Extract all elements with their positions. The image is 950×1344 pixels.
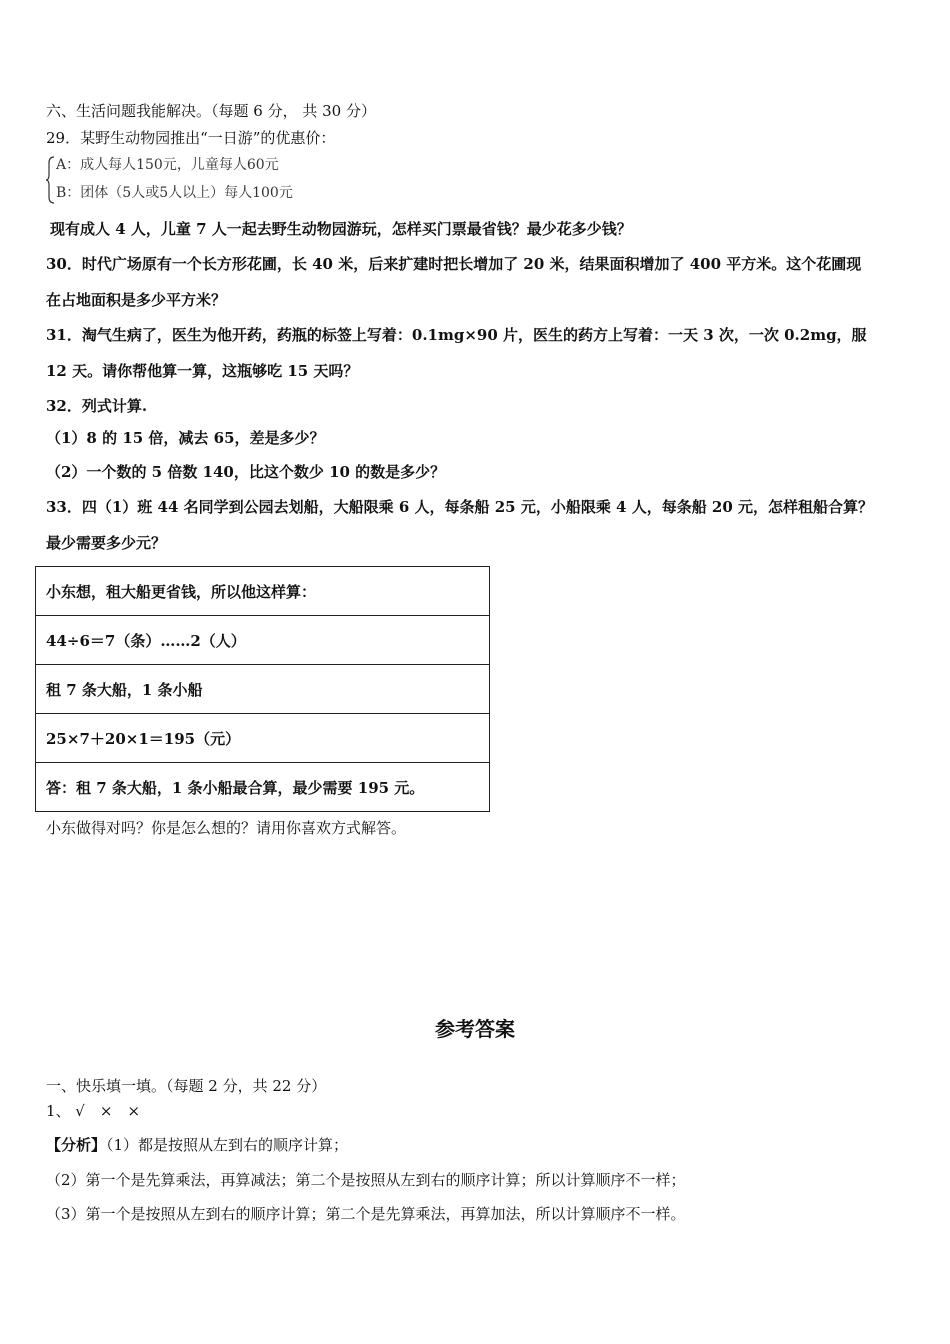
answers-section1-heading: 一、快乐填一填。（每题 2 分，共 22 分） <box>46 1077 327 1095</box>
table-cell: 租 7 条大船，1 条小船 <box>36 665 490 714</box>
table-cell: 答：租 7 条大船，1 条小船最合算，最少需要 195 元。 <box>36 763 490 812</box>
table-cell: 44÷6＝7（条）……2（人） <box>36 616 490 665</box>
q29-options <box>46 152 346 206</box>
q31-line2: 12 天。请你帮他算一算，这瓶够吃 15 天吗？ <box>46 362 359 380</box>
q32-title: 32．列式计算. <box>46 397 148 415</box>
q29-option-b: B：团体（5人或5人以上）每人100元 <box>56 185 293 201</box>
q32-part2: （2）一个数的 5 倍数 140，比这个数少 10 的数是多少？ <box>46 463 446 481</box>
q33-line1: 33．四（1）班 44 名同学到公园去划船，大船限乘 6 人，每条船 25 元，小船限乘 4 人，每条船 20 元，怎样租船合算？ <box>46 498 874 516</box>
table-row <box>36 665 490 714</box>
q29-title: 29．某野生动物园推出“一日游”的优惠价： <box>46 129 336 147</box>
table-cell: 25×7＋20×1＝195（元） <box>36 714 490 763</box>
section6-heading: 六、生活问题我能解决。（每题 6 分， 共 30 分） <box>46 102 376 120</box>
table-row <box>36 616 490 665</box>
q33-followup: 小东做得对吗？你是怎么想的？请用你喜欢方式解答。 <box>46 819 407 837</box>
table-row <box>36 763 490 812</box>
q33-line2: 最少需要多少元？ <box>46 534 167 552</box>
table-row <box>36 567 490 616</box>
analysis-line2: （2）第一个是先算乘法，再算减法；第二个是按照从左到右的顺序计算；所以计算顺序不一样； <box>46 1171 686 1189</box>
q30-line2: 在占地面积是多少平方米？ <box>46 291 227 309</box>
q31-line1: 31．淘气生病了，医生为他开药，药瓶的标签上写着：0.1mg×90 片，医生的药方上写着：一天 3 次，一次 0.2mg，服 <box>46 326 867 344</box>
q29-question: 现有成人 4 人，儿童 7 人一起去野生动物园游玩，怎样买门票最省钱？最少花多少钱？ <box>50 220 632 238</box>
brace-icon <box>46 155 56 205</box>
answers-title: 参考答案 <box>435 1017 515 1041</box>
q32-part1: （1）8 的 15 倍，减去 65，差是多少？ <box>46 429 325 447</box>
analysis-line3: （3）第一个是按照从左到右的顺序计算；第二个是先算乘法，再算加法，所以计算顺序不一样。 <box>46 1205 686 1223</box>
table-row <box>36 714 490 763</box>
analysis-line1 <box>46 1135 348 1155</box>
analysis-label: 【分析】 <box>46 1136 107 1154</box>
xiaodong-calculation-table <box>35 566 490 812</box>
q30-line1: 30．时代广场原有一个长方形花圃，长 40 米，后来扩建时把长增加了 20 米，结果面积增加了 400 平方米。这个花圃现 <box>46 255 862 273</box>
answers-item1: 1、 √ × × <box>46 1102 141 1120</box>
table-cell: 小东想，租大船更省钱，所以他这样算： <box>36 567 490 616</box>
q29-option-a: A：成人每人150元，儿童每人60元 <box>56 157 279 173</box>
analysis-text1: （1）都是按照从左到右的顺序计算； <box>106 1136 349 1154</box>
